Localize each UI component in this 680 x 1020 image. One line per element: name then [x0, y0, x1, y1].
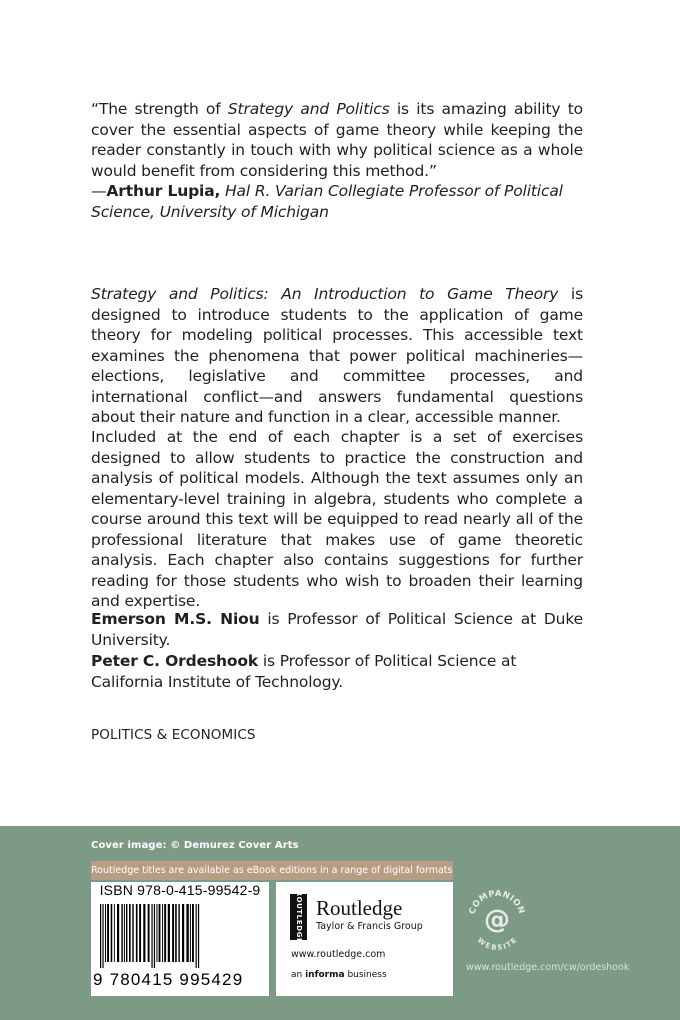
companion-at-symbol: @ — [484, 905, 510, 935]
barcode-bar — [105, 904, 106, 962]
subject-category — [91, 725, 583, 746]
barcode-bar — [124, 904, 125, 962]
companion-label-top: COMPANION — [467, 888, 527, 916]
ebook-availability-bar — [91, 861, 453, 880]
publisher-name: Routledge — [316, 896, 403, 920]
barcode-bar — [162, 904, 163, 962]
quote-book-title: Strategy and Politics — [227, 100, 390, 118]
barcode-bar — [172, 904, 174, 962]
companion-website-icon — [462, 882, 532, 952]
barcode-bar — [129, 904, 131, 962]
author-name-1: Emerson M.S. Niou — [91, 610, 260, 628]
quote-text-start: “The strength of — [91, 100, 228, 118]
barcode-bar — [196, 904, 197, 968]
quote-text-end: is its amazing ability to cover the essential aspects of game theory while keeping the reader constantly in touch with why political science as a whole would benefit from considering this method.” — [91, 100, 583, 180]
barcode-bar — [143, 904, 145, 962]
isbn-barcode-box — [91, 882, 269, 996]
publisher-website: www.routledge.com — [291, 949, 386, 960]
author-bio-2-detail: is Professor of Political Science at California Institute of Technology. — [91, 652, 517, 691]
quote-author-role: Hal R. Varian Collegiate Professor of Political Science, University of Michigan — [91, 182, 563, 221]
publisher-box — [276, 882, 453, 996]
barcode-bar — [175, 904, 177, 962]
companion-website-url[interactable]: www.routledge.com/cw/ordeshook — [466, 962, 630, 973]
author-bio-1 — [91, 609, 583, 650]
isbn-number: ISBN 978-0-415-99542-9 — [99, 882, 261, 898]
author-bio-1-detail: is Professor of Political Science at Duke University. — [91, 610, 583, 649]
endorsement-quote — [91, 99, 583, 222]
quote-body — [91, 99, 583, 181]
barcode-bar — [154, 904, 155, 968]
book-description — [91, 284, 583, 428]
quote-author: Arthur Lupia, — [106, 182, 221, 200]
barcode-bar — [198, 904, 199, 968]
barcode-bar — [126, 904, 127, 962]
publisher-group: Taylor & Francis Group — [316, 921, 423, 932]
description-paragraph — [91, 284, 583, 428]
barcode-bar — [111, 904, 113, 962]
exercises-description — [91, 427, 583, 612]
barcode-bar — [178, 904, 179, 962]
barcode-bar — [186, 904, 188, 962]
exercises-paragraph: Included at the end of each chapter is a set of exercises designed to allow students to practice the construction and analysis of political models. Although the text assumes only an elementary-level training in algebra, students who complete a course around this text will be equipped to read nearly all of the professional literature that makes use of game theoretic analysis. Each chapter also contains suggestions for further reading for those students who wish to broaden their learning and expertise. — [91, 428, 583, 610]
publisher-business-line — [291, 970, 387, 980]
barcode-bar — [148, 904, 150, 962]
barcode-digits: 9 780415 995429 — [93, 970, 244, 989]
author-bio-2 — [91, 651, 583, 692]
cover-image-credit: Cover image: © Demurez Cover Arts — [91, 840, 299, 851]
companion-label-bottom: WEBSITE — [475, 936, 519, 952]
category-label: POLITICS & ECONOMICS — [91, 727, 256, 743]
barcode-bar — [139, 904, 141, 962]
barcode-bar — [159, 904, 161, 962]
barcode-bar — [156, 904, 157, 962]
business-suffix: business — [344, 970, 387, 980]
business-brand: informa — [305, 970, 345, 980]
barcode-bar — [190, 904, 191, 962]
cover-footer — [0, 826, 680, 1020]
barcode — [98, 904, 262, 968]
routledge-logo-mark — [290, 890, 307, 944]
barcode-bar — [107, 904, 109, 962]
description-book-title: Strategy and Politics: An Introduction to Game Theory — [91, 285, 559, 303]
routledge-logo-text: ROUTLEDGE — [294, 890, 303, 944]
barcode-bar — [192, 904, 194, 962]
barcode-bar — [132, 904, 133, 962]
author-bio-1-text — [91, 609, 583, 650]
barcode-bar — [164, 904, 166, 962]
barcode-bar — [168, 904, 170, 962]
description-text: is designed to introduce students to the application of game theory for modeling political processes. This accessible text examines the phenomena that power political machineries—elections, legislative and committee processes, and international conflict—and answers fundamental questions about their nature and function in a clear, accessible manner. — [91, 285, 584, 426]
barcode-bar — [117, 904, 119, 962]
barcode-bar — [182, 904, 184, 962]
author-name-2: Peter C. Ordeshook — [91, 652, 259, 670]
barcode-bar — [100, 904, 101, 968]
author-bio-2-text — [91, 651, 583, 692]
barcode-bar — [151, 904, 152, 968]
quote-dash: — — [91, 182, 107, 200]
barcode-bar — [102, 904, 103, 968]
ebook-note: Routledge titles are available as eBook editions in a range of digital formats — [91, 865, 453, 876]
svg-text:WEBSITE — [476, 936, 519, 952]
business-prefix: an — [291, 970, 306, 980]
barcode-bar — [121, 904, 122, 962]
barcode-bar — [114, 904, 115, 962]
quote-attribution — [91, 181, 583, 222]
barcode-bar — [136, 904, 138, 962]
